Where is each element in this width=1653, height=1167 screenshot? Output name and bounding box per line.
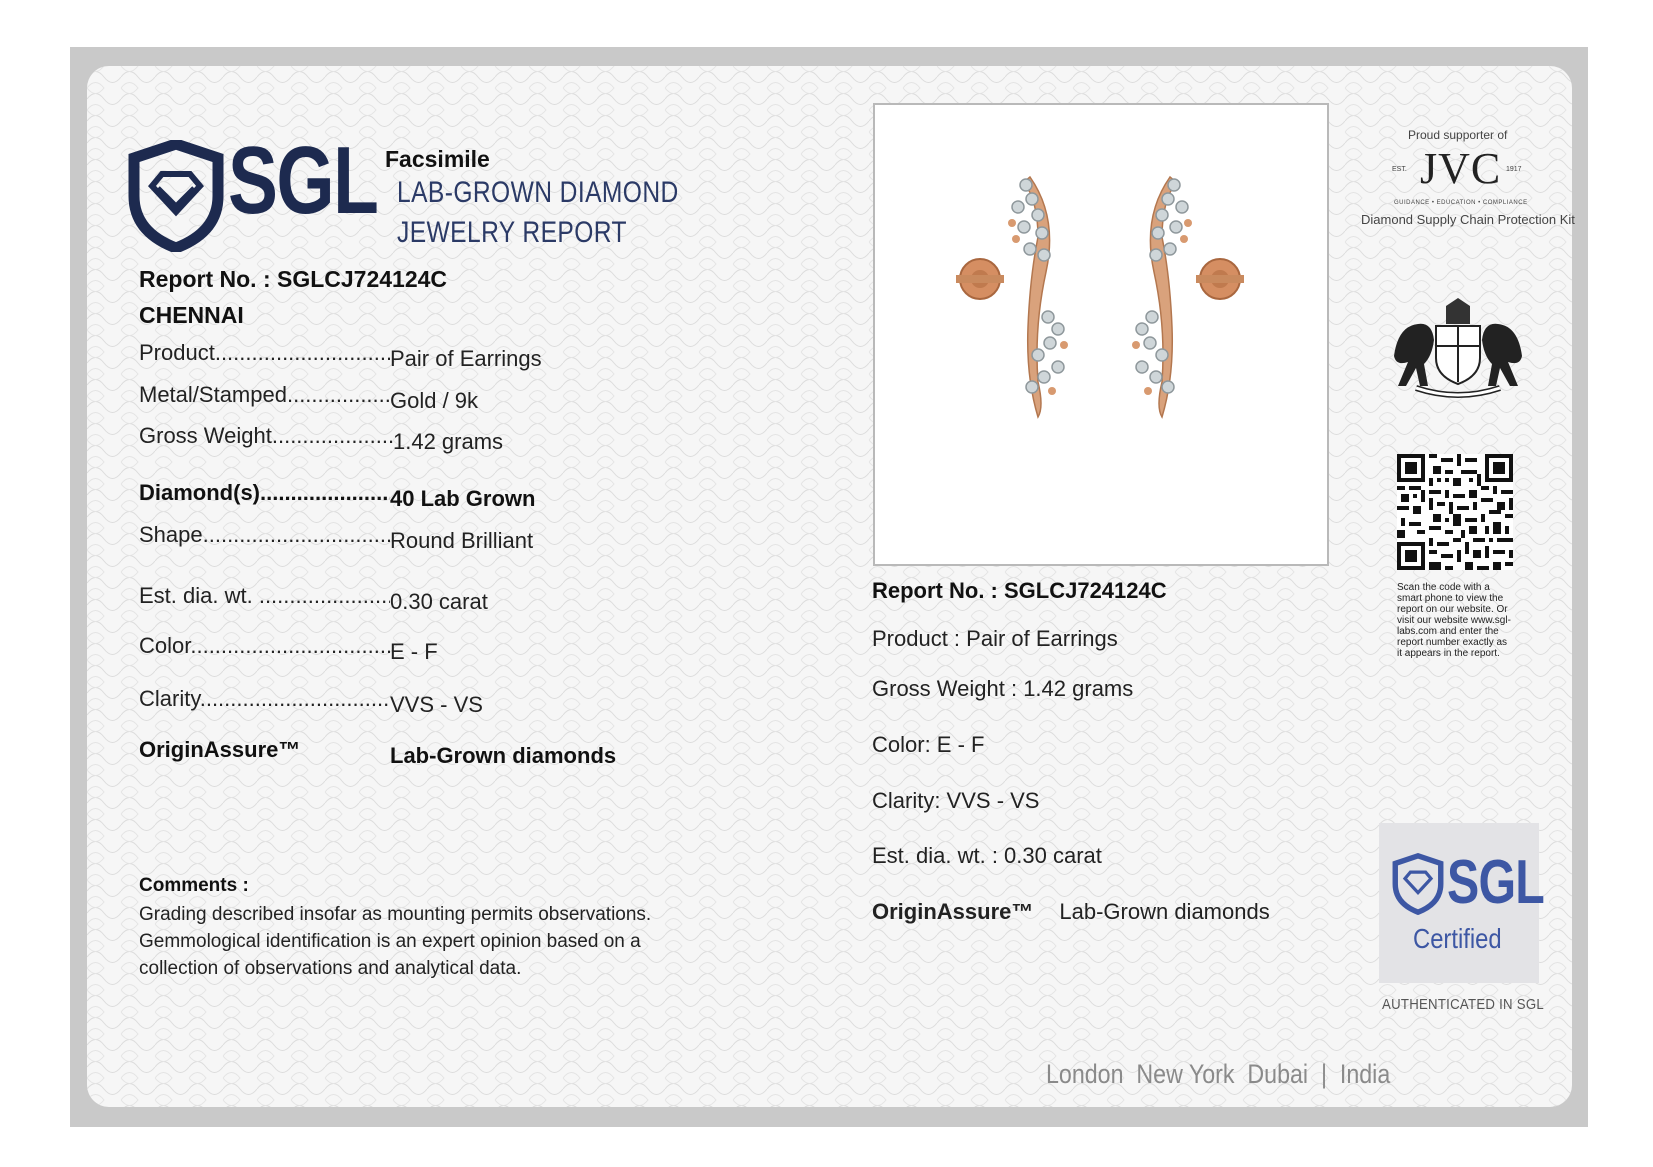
qr-instructions: Scan the code with a smart phone to view the report on our website. Or visit our website www.sgl-labs.com and enter the report number exactly as it appears in the report.	[1397, 582, 1511, 659]
facsimile-label: Facsimile	[385, 146, 490, 172]
detail-key: Shape .....	[139, 522, 390, 548]
detail-key: Gross Weight .....	[139, 423, 393, 449]
summary-color: Color: E - F	[872, 732, 985, 757]
jvc-proud-supporter: Proud supporter of	[1408, 128, 1508, 142]
detail-value: Lab-Grown diamonds	[390, 743, 617, 768]
summary-report-number: Report No. : SGLCJ724124C	[872, 578, 1167, 603]
detail-key: OriginAssure™	[139, 737, 301, 762]
logo-text: SGL	[228, 127, 378, 234]
detail-value: Round Brilliant	[390, 528, 534, 553]
report-title-line2: JEWELRY REPORT	[397, 216, 627, 249]
authenticated-label: AUTHENTICATED IN SGL	[1382, 996, 1544, 1013]
certified-label: Certified	[1413, 923, 1502, 954]
report-city: CHENNAI	[139, 302, 244, 328]
jvc-logo: JVC	[1420, 144, 1502, 193]
detail-row-product	[139, 340, 542, 372]
summary-gross-weight: Gross Weight : 1.42 grams	[872, 676, 1134, 701]
sgl-shield-icon	[128, 140, 224, 252]
summary-product: Product : Pair of Earrings	[872, 626, 1118, 651]
jvc-kit-label: Diamond Supply Chain Protection Kit	[1361, 212, 1575, 227]
detail-key: Clarity .....	[139, 686, 390, 712]
detail-key: Est. dia. wt. .....	[139, 583, 390, 609]
detail-row-metal	[139, 382, 478, 414]
summary-origin	[872, 899, 1270, 925]
detail-value: VVS - VS	[390, 692, 483, 717]
summary-clarity: Clarity: VVS - VS	[872, 788, 1040, 813]
detail-row-diamonds	[139, 480, 535, 512]
detail-value: E - F	[390, 639, 438, 664]
jvc-year: 1917	[1506, 166, 1522, 173]
report-title-line1: LAB-GROWN DIAMOND	[397, 176, 679, 209]
summary-origin-label: OriginAssure™	[872, 899, 1034, 924]
summary-origin-value: Lab-Grown diamonds	[1059, 899, 1270, 924]
detail-key: Color .....	[139, 633, 390, 659]
qr-code-icon	[1397, 454, 1513, 570]
detail-value: 0.30 carat	[390, 589, 488, 614]
detail-value: Gold / 9k	[390, 388, 479, 413]
report-number: Report No. : SGLCJ724124C	[139, 266, 448, 292]
office-locations: London New York Dubai | India	[1046, 1059, 1391, 1089]
detail-key: Diamond(s) .....	[139, 480, 390, 506]
comments-text: Grading described insofar as mounting permits observations. Gemmological identification is an expert opinion based on a collection of observations and analytical data.	[139, 904, 652, 979]
earrings-photo	[875, 105, 1327, 564]
detail-value: 1.42 grams	[393, 429, 504, 454]
jvc-subtitle: GUIDANCE • EDUCATION • COMPLIANCE	[1394, 200, 1528, 206]
jvc-est: EST.	[1392, 166, 1407, 173]
coat-of-arms-icon	[1388, 296, 1528, 400]
detail-row-gross-weight	[139, 423, 503, 455]
detail-value: Pair of Earrings	[390, 346, 542, 371]
detail-row-shape	[139, 522, 533, 554]
detail-value: 40 Lab Grown	[390, 486, 536, 511]
summary-est-weight: Est. dia. wt. : 0.30 carat	[872, 843, 1102, 868]
jewelry-photo-frame	[873, 103, 1329, 566]
certified-logo-text: SGL	[1447, 848, 1545, 917]
detail-key: Metal/Stamped .....	[139, 382, 390, 408]
comments-heading: Comments :	[139, 875, 249, 896]
detail-row-clarity	[139, 686, 483, 718]
detail-row-color	[139, 633, 438, 665]
detail-row-est-weight	[139, 583, 488, 615]
detail-row-origin	[139, 737, 616, 769]
detail-key: Product .....	[139, 340, 390, 366]
certified-shield-icon	[1392, 853, 1444, 915]
